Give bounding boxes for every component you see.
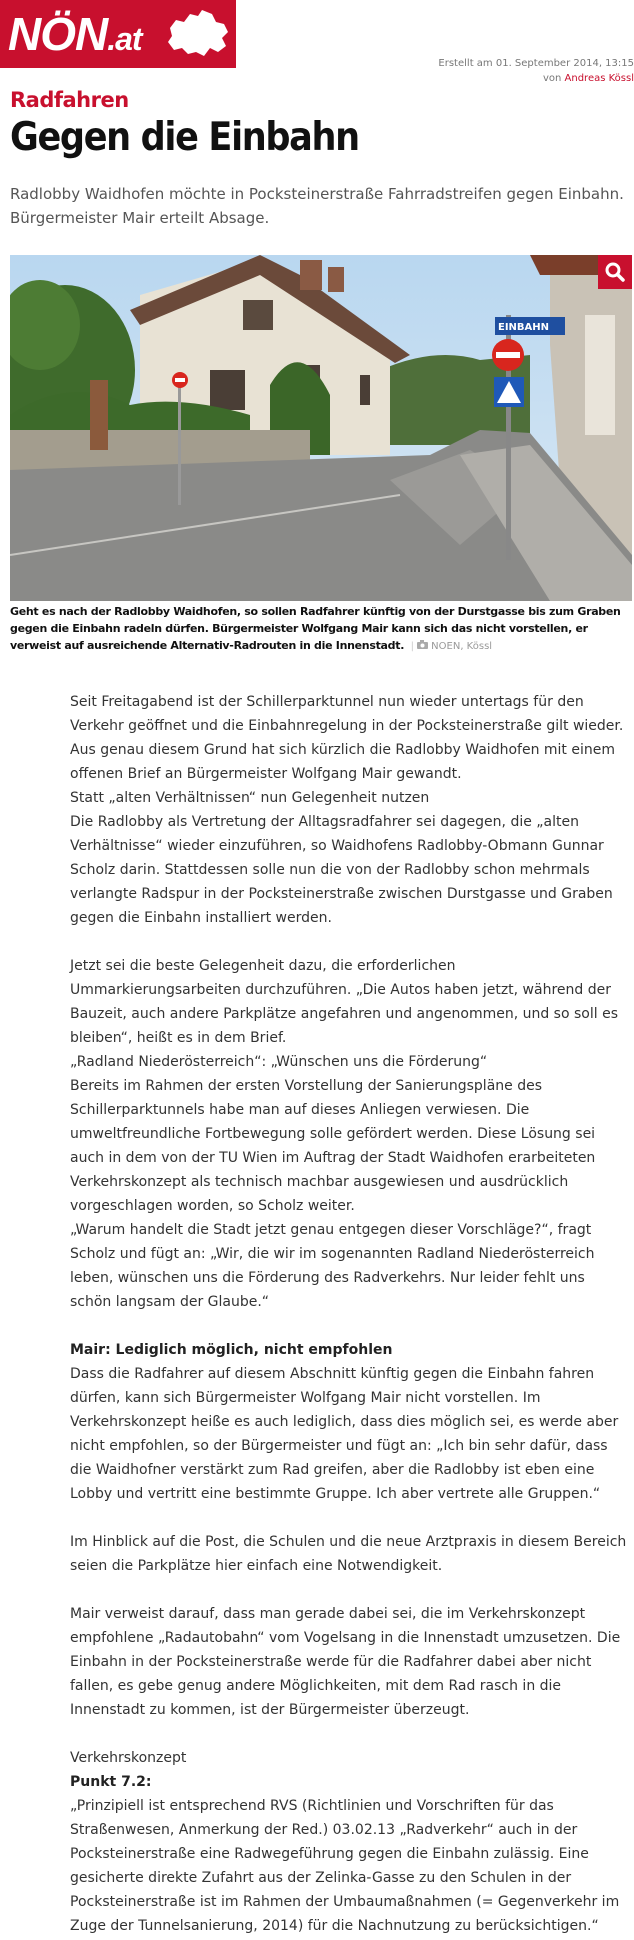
photo-credit-text: NOEN, Kössl [431, 641, 493, 652]
article-photo[interactable] [10, 255, 632, 601]
body-subheading: Statt „alten Verhältnissen“ nun Gelegenheit nutzen [70, 790, 430, 806]
body-paragraph: Jetzt sei die beste Gelegenheit dazu, die erforderlichen Ummarkierungsarbeiten durchzuführen. „Die Autos haben jetzt, während der Bauzeit, auch andere Parkplätze angefahren und angenommen, und so soll es bleiben“, heißt es in dem Brief. [70, 958, 618, 1046]
zoom-button[interactable] [598, 255, 632, 289]
logo-wordmark: NÖN.at [8, 8, 142, 60]
author-link[interactable]: Andreas Kössl [564, 73, 634, 84]
body-subheading: Verkehrskonzept [70, 1750, 187, 1766]
one-way-sign-text: EINBAHN [498, 322, 550, 333]
article-meta [384, 56, 634, 86]
photo-caption [10, 603, 632, 655]
search-icon [605, 262, 625, 282]
body-paragraph: Bereits im Rahmen der ersten Vorstellung der Sanierungspläne des Schillerparktunnels habe man auf dieses Anliegen verwiesen. Die umweltfreundliche Fortbewegung solle gefördert werden. Diese Lösung sei auch in dem von der TU Wien im Auftrag der Stadt Waidhofen erarbeiteten Verkehrskonzept als technisch machbar ausgewiesen und ausdrücklich vorgeschlagen worden, so Scholz weiter. [70, 1078, 596, 1214]
camera-icon [417, 640, 428, 649]
body-paragraph: „Warum handelt die Stadt jetzt genau entgegen dieser Vorschläge?“, fragt Scholz und fügt an: „Wir, die wir im sogenannten Radland Niederösterreich leben, wünschen uns die Förderung des Radverkehrs. Nur leider fehlt uns schön langsam der Glaube.“ [70, 1222, 595, 1310]
body-paragraph: Dass die Radfahrer auf diesem Abschnitt künftig gegen die Einbahn fahren dürfen, kann sich Bürgermeister Wolfgang Mair nicht vorstellen. Im Verkehrskonzept heiße es auch lediglich, dass dies möglich sei, es werde aber nicht empfohlen, so der Bürgermeister und fügt an: „Ich bin sehr dafür, dass die Waidhofner verstärkt zum Rad greifen, aber die Radlobby ist eben eine Lobby und vertritt eine bestimmte Gruppe. Ich aber vertrete alle Gruppen.“ [70, 1366, 619, 1502]
body-paragraph: Im Hinblick auf die Post, die Schulen und die neue Arztpraxis in diesem Bereich seien die Parkplätze hier einfach eine Notwendigkeit. [70, 1534, 627, 1574]
article-lead: Radlobby Waidhofen möchte in Pocksteinerstraße Fahrradstreifen gegen Einbahn. Bürgermeister Mair erteilt Absage. [10, 185, 624, 227]
created-date: Erstellt am 01. September 2014, 13:15 [438, 58, 634, 69]
lower-austria-map-icon [162, 8, 232, 60]
article-headline: Gegen die Einbahn [10, 115, 359, 160]
author-prefix: von [542, 73, 562, 84]
body-paragraph: Seit Freitagabend ist der Schillerparktunnel nun wieder untertags für den Verkehr geöffnet und die Einbahnregelung in der Pocksteinerstraße gilt wieder. Aus genau diesem Grund hat sich kürzlich die Radlobby Waidhofen mit einem offenen Brief an Bürgermeister Wolfgang Mair gewandt. [70, 694, 624, 782]
site-logo[interactable] [0, 0, 236, 68]
body-paragraph: Die Radlobby als Vertretung der Alltagsradfahrer sei dagegen, die „alten Verhältnisse“ wieder einzuführen, so Waidhofens Radlobby-Obmann Gunnar Scholz darin. Stattdessen solle nun die von der Radlobby schon mehrmals verlangte Radspur in der Pocksteinerstraße zwischen Durstgasse und Graben gegen die Einbahn installiert werden. [70, 814, 613, 926]
photo-credit: | NOEN, Kössl [410, 641, 493, 652]
body-subheading-bold: Punkt 7.2: [70, 1774, 152, 1790]
body-subheading-bold: Mair: Lediglich möglich, nicht empfohlen [70, 1342, 393, 1358]
body-subheading: „Radland Niederösterreich“: „Wünschen uns die Förderung“ [70, 1054, 488, 1070]
article-category[interactable]: Radfahren [10, 88, 129, 112]
body-quote: „Prinzipiell ist entsprechend RVS (Richtlinien und Vorschriften für das Straßenwesen, Anmerkung der Red.) 03.02.13 „Radverkehr“ auch in der Pocksteinerstraße eine Radwegeführung gegen die Einbahn zulässig. Eine gesicherte direkte Zufahrt aus der Zelinka-Gasse zu den Schulen in der Pocksteinerstraße ist im Rahmen der Umbaumaßnahmen (= Gegenverkehr im Zuge der Tunnelsanierung, 2014) für die Nachnutzung zu berücksichtigen.“ [70, 1798, 620, 1934]
photo-caption-text: Geht es nach der Radlobby Waidhofen, so sollen Radfahrer künftig von der Durstgasse bis zum Graben gegen die Einbahn radeln dürfen. Bürgermeister Wolfgang Mair kann sich das nicht vorstellen, er verweist auf ausreichende Alternativ-Radrouten in die Innenstadt. [10, 605, 621, 652]
street-scene-image [10, 255, 632, 601]
article-body [70, 690, 630, 1938]
body-paragraph: Mair verweist darauf, dass man gerade dabei sei, die im Verkehrskonzept empfohlene „Radautobahn“ vom Vogelsang in die Innenstadt umzusetzen. Die Einbahn in der Pocksteinerstraße werde für die Radfahrer dabei aber nicht fallen, es gebe genug andere Möglichkeiten, mit dem Rad rasch in die Innenstadt zu kommen, ist der Bürgermeister überzeugt. [70, 1606, 621, 1718]
